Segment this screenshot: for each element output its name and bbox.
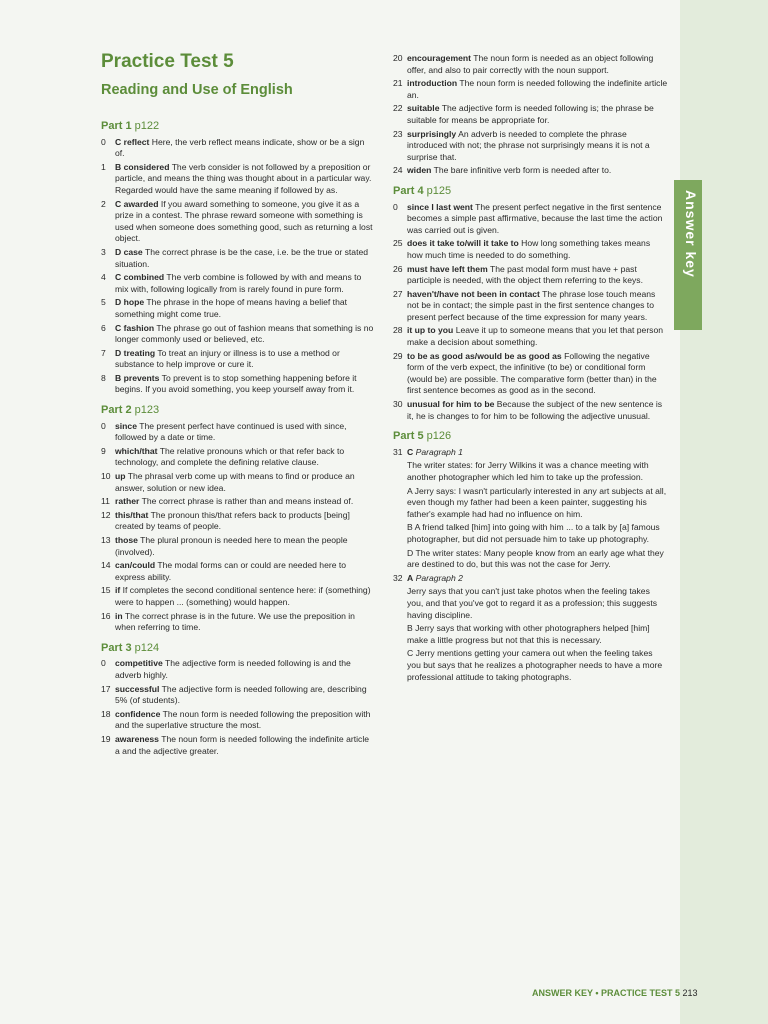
item-number: 32 [393, 572, 403, 583]
item-answer: C [407, 446, 414, 457]
item-number: 1 [101, 161, 106, 172]
item-text: The verb consider is not followed by a preposition or particle, and means the thing was thought about in a particular way. Regarded would have the same meaning if followed by as. [115, 161, 372, 195]
item-number: 30 [393, 399, 403, 410]
answer-item [393, 202, 668, 237]
item-answer: must have left them [407, 263, 488, 274]
item-answer: C reflect [115, 136, 150, 147]
item-answer: it up to you [407, 325, 454, 336]
item-body [407, 238, 668, 261]
answer-item [101, 137, 376, 160]
answer-item [101, 471, 376, 494]
item-number: 16 [101, 610, 111, 621]
side-tab [680, 0, 768, 1024]
answer-item [393, 53, 668, 76]
answer-item [101, 560, 376, 583]
item-answer: competitive [115, 658, 163, 669]
item-answer: D hope [115, 297, 145, 308]
item-paragraph: B Jerry says that working with other photographers helped [him] make a little progress but not that this is necessary. [407, 623, 650, 645]
part2-section [101, 405, 376, 634]
item-body [407, 129, 668, 164]
answer-item [393, 165, 668, 177]
item-paragraph: B A friend talked [him] into going with him ... to a talk by [a] famous photographer, but did not persuade him to take up photography. [407, 522, 660, 544]
item-answer: A [407, 572, 414, 583]
answer-item [101, 585, 376, 608]
item-answer: rather [115, 496, 140, 507]
left-column [101, 112, 376, 759]
item-body [407, 325, 668, 348]
item-body [115, 585, 376, 608]
item-number: 6 [101, 322, 106, 333]
item-body [407, 202, 668, 237]
item-text: Here, the verb reflect means indicate, show or be a sign of. [115, 136, 365, 159]
item-body [115, 162, 376, 197]
item-body [115, 323, 376, 346]
answer-item [101, 373, 376, 396]
answer-item [101, 510, 376, 533]
item-answer: in [115, 610, 123, 621]
answer-item [393, 289, 668, 324]
answer-item [101, 348, 376, 371]
item-answer: to be as good as/would be as good as [407, 350, 562, 361]
item-body [115, 471, 376, 494]
item-text: The bare infinitive verb form is needed after to. [433, 165, 612, 176]
item-answer: C combined [115, 272, 165, 283]
answer-item [393, 351, 668, 397]
item-number: 9 [101, 445, 106, 456]
item-answer: those [115, 535, 138, 545]
item-body [115, 247, 376, 270]
item-number: 7 [101, 347, 106, 358]
item-number: 27 [393, 288, 403, 299]
part1-section [101, 121, 376, 396]
item-text: The correct phrase is rather than and means instead of. [141, 496, 354, 507]
answer-item [101, 535, 376, 558]
item-number: 31 [393, 446, 403, 457]
item-text: The present perfect have continued is used with since, followed by a date or time. [115, 420, 347, 443]
item-number: 14 [101, 560, 111, 571]
part4-section [393, 186, 668, 422]
page-number: 213 [682, 988, 698, 998]
part5-heading [393, 431, 668, 443]
item-body [115, 496, 376, 508]
item-number: 23 [393, 128, 403, 139]
answer-item [393, 238, 668, 261]
answer-item [101, 297, 376, 320]
item-answer: unusual for him to be [407, 399, 495, 410]
page-title: Practice Test 5 [101, 51, 234, 72]
answer-item [101, 611, 376, 634]
item-body [115, 297, 376, 320]
item-answer: C awarded [115, 198, 159, 209]
item-text: The phrase lose touch means not be in contact; the simple past in the first sentence changes to present perfect because of the time expression for many years. [407, 288, 656, 322]
item-body [115, 709, 376, 732]
item-text: How long something takes means how much time is needed to do something. [407, 238, 651, 260]
item-number: 0 [101, 658, 106, 669]
item-body [407, 78, 668, 101]
item-paragraph: A Jerry says: I wasn't particularly interested in any art subjects at all, even though my father had been a keen painter, suggesting his father's example had had no influence on him. [407, 485, 667, 519]
right-column [393, 53, 668, 685]
item-body [115, 272, 376, 295]
item-text: The present perfect negative in the first sentence becomes a simple past affirmative, because the last time the action was carried out is given. [407, 201, 663, 235]
item-answer: C fashion [115, 322, 155, 333]
part2-heading-label: Part 2 [101, 404, 132, 417]
item-number: 24 [393, 165, 403, 176]
item-number: 3 [101, 246, 106, 257]
item-paragraph: The writer states: for Jerry Wilkins it was a chance meeting with another photographer which led him to take up the profession. [407, 460, 649, 482]
item-number: 29 [393, 350, 403, 361]
item-answer: since [115, 420, 137, 431]
item-text: Leave it up to someone means that you let that person make a decision about something. [407, 325, 664, 348]
answer-item [393, 573, 668, 585]
item-lead: Paragraph 2 [415, 572, 463, 583]
item-lead: Paragraph 1 [415, 446, 463, 457]
part3-heading-page: p124 [134, 641, 160, 654]
item-number: 26 [393, 263, 403, 274]
side-tab-label: Answer key [683, 190, 699, 278]
item-answer: surprisingly [407, 128, 457, 139]
answer-item [393, 103, 668, 126]
item-body [407, 573, 668, 585]
item-answer: does it take to/will it take to [407, 238, 519, 249]
item-number: 22 [393, 103, 403, 114]
item-text: The phrasal verb come up with means to find or produce an answer, solution or new idea. [115, 471, 355, 493]
part1-heading [101, 121, 376, 133]
part5-heading-page: p126 [426, 430, 452, 443]
answer-item [101, 199, 376, 245]
item-number: 8 [101, 372, 106, 383]
item-answer: suitable [407, 103, 440, 114]
item-number: 4 [101, 272, 106, 283]
item-text: The pronoun this/that refers back to products [being] created by teams of people. [115, 509, 350, 532]
part4-heading-label: Part 4 [393, 184, 424, 197]
item-answer: haven't/have not been in contact [407, 288, 540, 299]
answer-item [393, 399, 668, 422]
item-body [115, 348, 376, 371]
part1-heading-label: Part 1 [101, 120, 132, 132]
answer-item [101, 247, 376, 270]
item-number: 0 [101, 136, 106, 147]
item-paragraph: C Jerry mentions getting your camera out when the feeling takes you but says that he realizes a photographer needs to have a more professional attitude to taking photographs. [407, 648, 663, 682]
item-text: The noun form is needed following the indefinite article an. [407, 78, 668, 100]
item-paragraph: Jerry says that you can't just take photos when the feeling takes you, and that you've got to regard it as a profession; this suggests having discipline. [407, 586, 658, 620]
item-body [115, 658, 376, 681]
item-text: The adjective form is needed following are, describing 5% (of students). [115, 683, 367, 706]
item-text: The noun form is needed following the preposition with and the superlative structure the most. [115, 708, 371, 731]
item-text: The adjective form is needed following is; the phrase be suitable for means be appropriate for. [407, 103, 654, 125]
item-answer: confidence [115, 708, 161, 719]
item-text: If completes the second conditional sentence here: if (something) were to happen ... (something) would happen. [115, 585, 371, 607]
item-text: The phrase go out of fashion means that something is no longer commonly used or believed, etc. [115, 322, 374, 345]
item-body [407, 165, 668, 177]
item-text: The adjective form is needed following is and the adverb highly. [115, 658, 351, 680]
item-number: 10 [101, 471, 111, 482]
answer-item [101, 658, 376, 681]
item-text: The plural pronoun is needed here to mean the people (involved). [115, 535, 348, 557]
item-text: To treat an injury or illness is to use a method or substance to help improve or cure it. [115, 347, 340, 370]
item-body [115, 421, 376, 444]
item-body [115, 137, 376, 160]
item-text: The correct phrase is in the future. We use the preposition in when referring to time. [115, 610, 355, 633]
item-number: 2 [101, 198, 106, 209]
item-body [115, 373, 376, 396]
answer-item [393, 447, 668, 459]
part3-heading-label: Part 3 [101, 641, 132, 654]
item-answer: D treating [115, 347, 156, 358]
item-answer: introduction [407, 78, 458, 89]
item-number: 18 [101, 708, 111, 719]
item-answer: B prevents [115, 372, 160, 383]
item-body [407, 289, 668, 324]
item-number: 28 [393, 325, 403, 336]
part2-heading-page: p123 [134, 404, 160, 417]
footer-text: ANSWER KEY • PRACTICE TEST 5 [532, 988, 681, 998]
item-answer: successful [115, 683, 160, 694]
item-text: An adverb is needed to complete the phrase introduced with not; the phrase not surprisingly means it is not a surprise that. [407, 128, 650, 162]
answer-item [393, 78, 668, 101]
item-text: The noun form is needed following the indefinite article a and the adjective greater. [115, 733, 370, 756]
item-body [115, 510, 376, 533]
item-answer: D case [115, 246, 143, 257]
answer-item [101, 446, 376, 469]
item-body [407, 351, 668, 397]
item-number: 0 [101, 420, 106, 431]
item-answer: this/that [115, 509, 149, 520]
item-body [407, 399, 668, 422]
item-answer: widen [407, 165, 432, 176]
page-footer [532, 988, 698, 998]
answer-item [101, 162, 376, 197]
page-subtitle: Reading and Use of English [101, 82, 293, 98]
item-answer: since I last went [407, 201, 473, 212]
item-number: 17 [101, 683, 111, 694]
item-text: To prevent is to stop something happening before it begins. If you avoid something, you keep yourself away from it. [115, 372, 357, 395]
item-body [115, 535, 376, 558]
answer-item [101, 684, 376, 707]
item-number: 5 [101, 297, 106, 308]
item-number: 13 [101, 535, 111, 545]
item-text: The verb combine is followed by with and means to mix with, following logically from is rarely found in pure form. [115, 272, 362, 294]
item-number: 20 [393, 53, 403, 63]
item-text: The correct phrase is be the case, i.e. be the true or stated situation. [115, 246, 369, 269]
item-body [115, 199, 376, 245]
item-text: The past modal form must have + past participle is needed, with the object them referring to the keys. [407, 263, 643, 286]
item-text: Because the subject of the new sentence is it, he is changes to for him to be following the adjective unusual. [407, 399, 663, 421]
part5-section [393, 431, 668, 683]
item-number: 21 [393, 78, 403, 89]
item-body [115, 684, 376, 707]
item-text: The relative pronouns which or that refer back to technology, and complete the defining relative clause. [115, 445, 345, 468]
item-paragraph: D The writer states: Many people know from an early age what they are destined to do, but this was not the case for Jerry. [407, 547, 664, 570]
item-text: The noun form is needed as an object following offer, and also to pair correctly with the noun support. [407, 53, 654, 75]
item-body [407, 103, 668, 126]
item-text: Following the negative form of the verb expect, the infinitive (to be) or conditional form (would be) are possible. The comparative form (better than) in the first sentence becomes as good as in the second. [407, 350, 657, 396]
part3-section [101, 643, 376, 757]
part3-continued-section [393, 53, 668, 177]
item-body [115, 734, 376, 757]
item-body [115, 560, 376, 583]
part2-heading [101, 405, 376, 417]
answer-item [393, 129, 668, 164]
answer-item [393, 264, 668, 287]
part1-heading-page: p122 [134, 120, 160, 132]
answer-item [101, 323, 376, 346]
item-number: 12 [101, 509, 111, 520]
item-answer: awareness [115, 733, 159, 744]
item-text: If you award something to someone, you give it as a prize in a contest. The phrase reward someone with something is used when someone does something good, such as returning a lost object. [115, 198, 373, 244]
answer-item [101, 709, 376, 732]
answer-item [101, 734, 376, 757]
item-text: The phrase in the hope of means having a belief that something might come true. [115, 297, 348, 319]
item-number: 11 [101, 496, 110, 507]
item-answer: B considered [115, 161, 170, 172]
item-answer: up [115, 471, 126, 482]
answer-item [101, 496, 376, 508]
answer-item [393, 325, 668, 348]
answer-item [101, 421, 376, 444]
part4-heading-page: p125 [426, 184, 452, 197]
part5-heading-label: Part 5 [393, 430, 424, 443]
item-number: 0 [393, 201, 398, 212]
item-number: 19 [101, 733, 111, 744]
item-body [115, 611, 376, 634]
item-answer: can/could [115, 560, 156, 571]
item-number: 25 [393, 238, 403, 249]
item-body [407, 264, 668, 287]
answer-item [101, 272, 376, 295]
part4-heading [393, 186, 668, 198]
item-body [407, 447, 668, 459]
item-number: 15 [101, 585, 111, 596]
item-body [115, 446, 376, 469]
item-body [407, 53, 668, 76]
item-answer: which/that [115, 445, 158, 456]
item-text: The modal forms can or could are needed here to express ability. [115, 560, 347, 582]
part3-heading [101, 643, 376, 655]
item-answer: if [115, 585, 121, 596]
item-answer: encouragement [407, 53, 471, 63]
